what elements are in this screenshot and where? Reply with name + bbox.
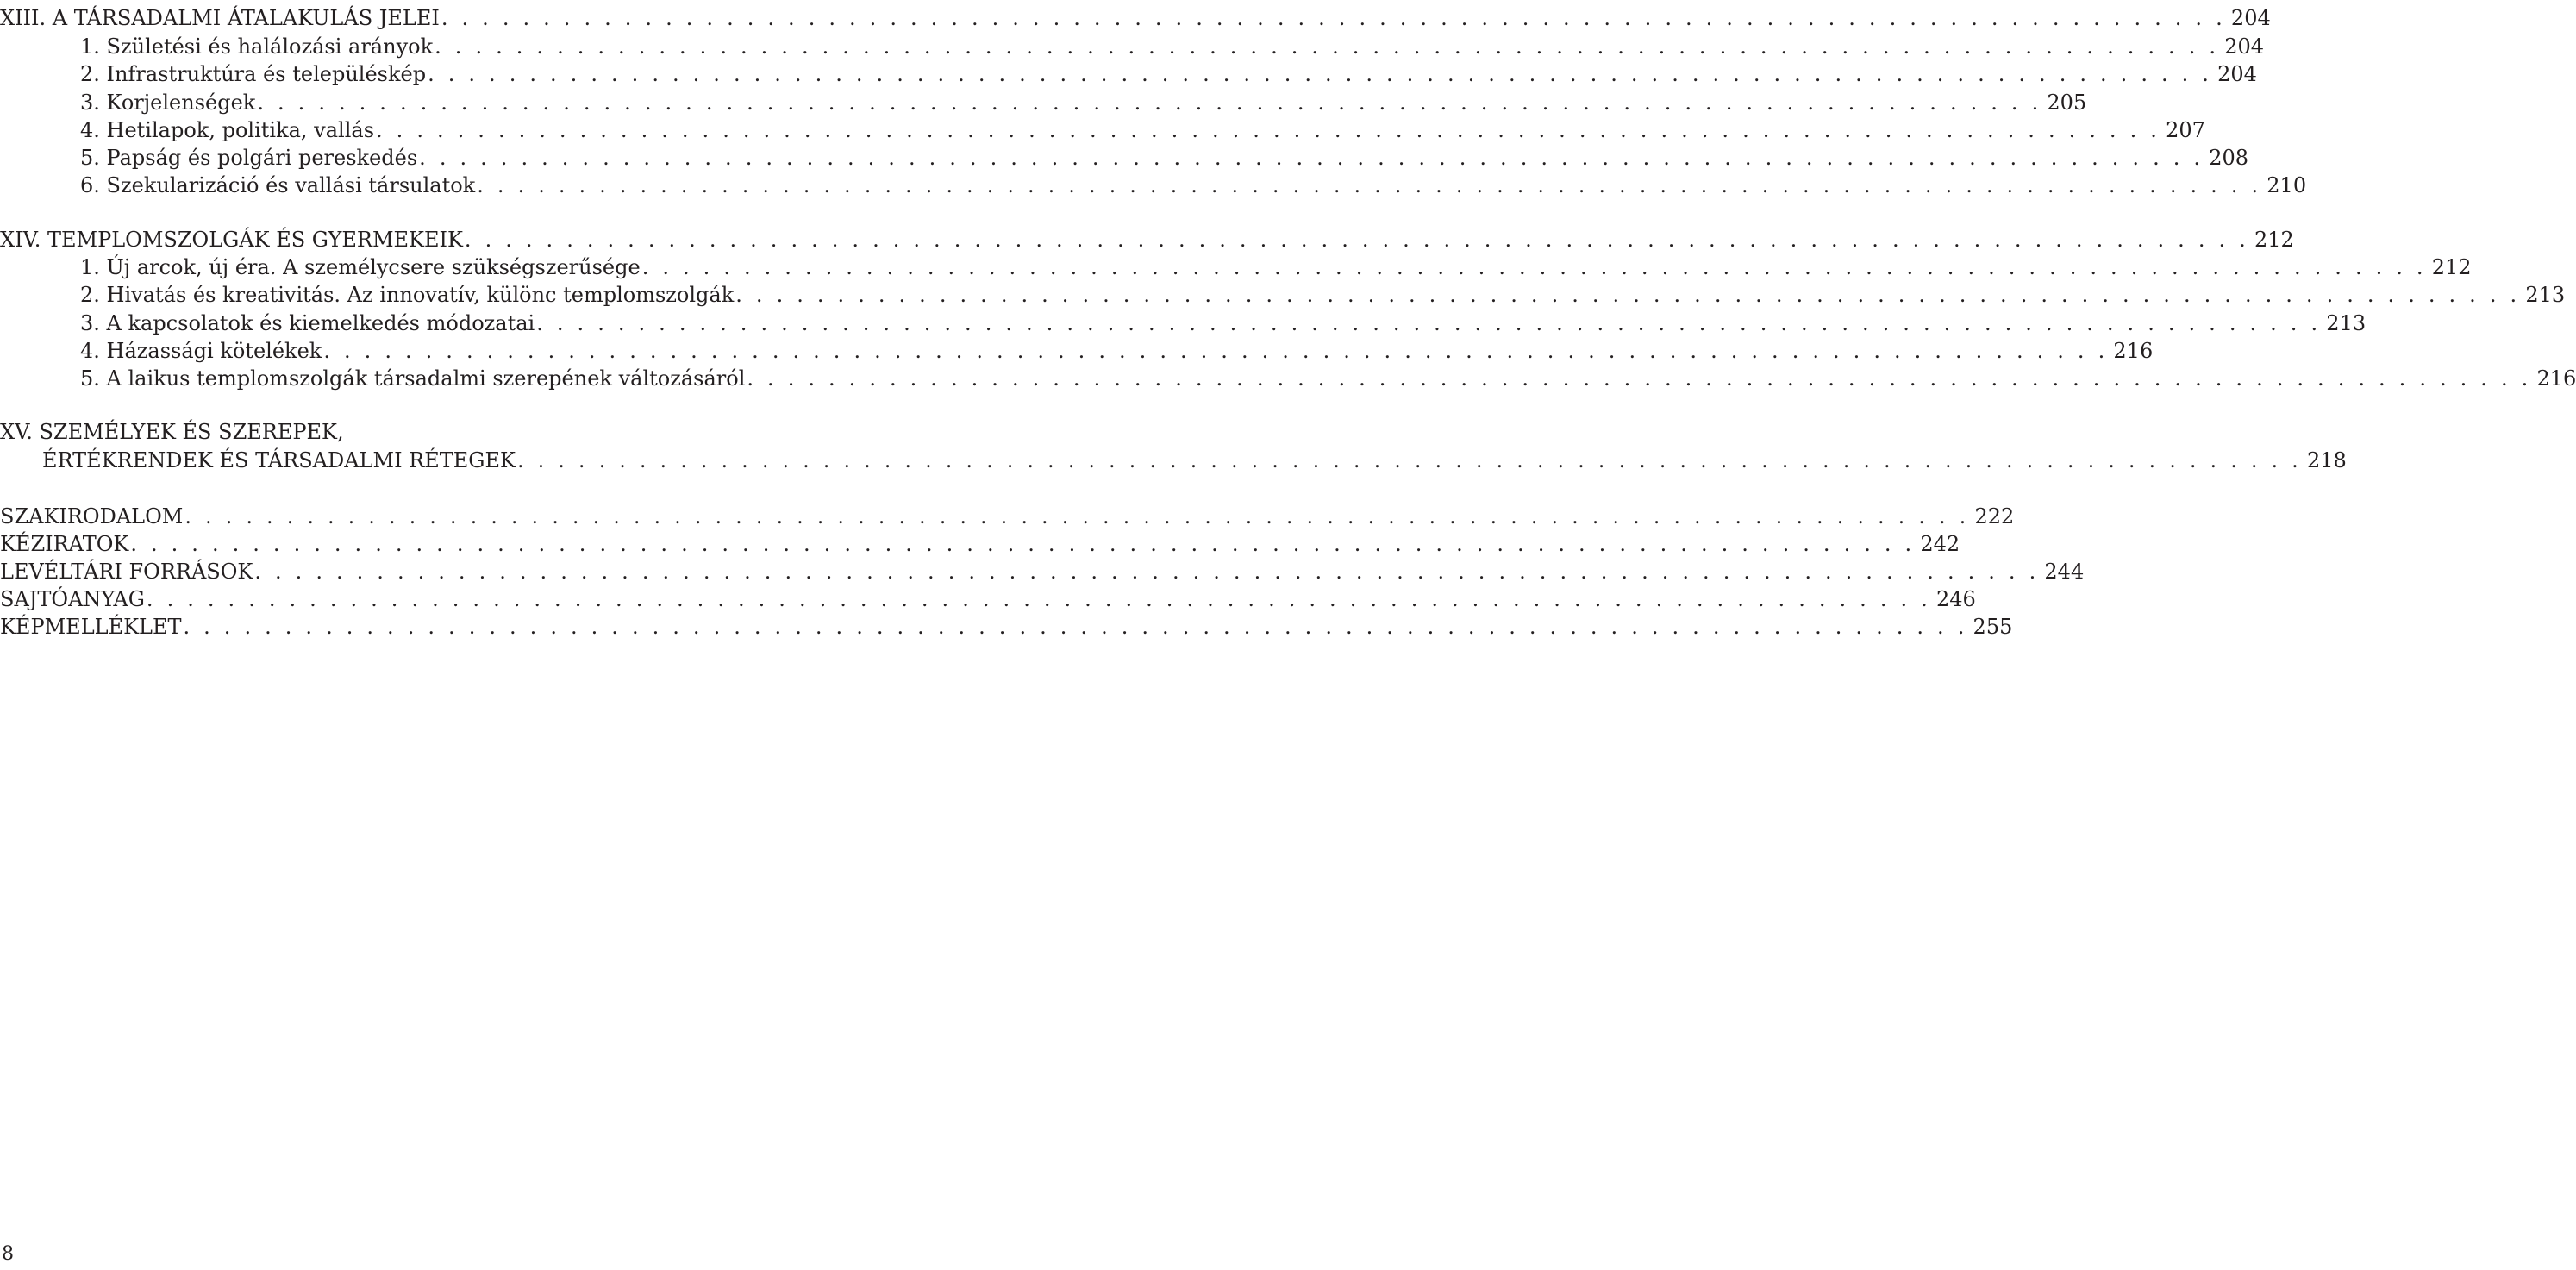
toc-entry-title: 4. Házassági kötelékek [80,339,322,363]
toc-page-number: 210 [2267,173,2307,197]
toc-page-number: 204 [2217,62,2257,86]
dot-leader: . . . . . . . . . . . . . . . . . . . . . . . . . . . . . . . . . . . . . . . . . . . . . . . . . . . . . . . . . . . . . . . . . . . . . . . . . . . . . . . . . . . . . . . . [641,255,2427,279]
toc-entry[interactable] [0,32,2264,59]
toc-entry-title: 3. A kapcsolatok és kiemelkedés módozatai [80,311,535,335]
dot-leader: . . . . . . . . . . . . . . . . . . . . . . . . . . . . . . . . . . . . . . . . . . . . . . . . . . . . . . . . . . . . . . . . . . . . . . . . . . . . . . . . . . . . . . . . [257,91,2042,115]
toc-page-number: 207 [2166,118,2205,142]
dot-leader: . . . . . . . . . . . . . . . . . . . . . . . . . . . . . . . . . . . . . . . . . . . . . . . . . . . . . . . . . . . . . . . . . . . . . . . . . . . . . . . . . . . . . . . . [146,587,1931,611]
dot-leader: . . . . . . . . . . . . . . . . . . . . . . . . . . . . . . . . . . . . . . . . . . . . . . . . . . . . . . . . . . . . . . . . . . . . . . . . . . . . . . . . . . . . . . . . [419,146,2204,170]
toc-entry-title: 3. Korjelenségek [80,91,256,115]
toc-chapter-xiv[interactable] [0,225,2294,253]
toc-entry-title: XIV. TEMPLOMSZOLGÁK ÉS GYERMEKEIK [0,228,463,252]
toc-entry-title: 2. Infrastruktúra és településkép [80,62,427,86]
dot-leader: . . . . . . . . . . . . . . . . . . . . . . . . . . . . . . . . . . . . . . . . . . . . . . . . . . . . . . . . . . . . . . . . . . . . . . . . . . . . . . . . . . . . . . . . [376,118,2161,142]
toc-entry[interactable] [0,59,2257,87]
dot-leader: . . . . . . . . . . . . . . . . . . . . . . . . . . . . . . . . . . . . . . . . . . . . . . . . . . . . . . . . . . . . . . . . . . . . . . . . . . . . . . . . . . . . . . . . [477,173,2262,197]
toc-entry-title: SAJTÓANYAG [0,587,145,611]
dot-leader: . . . . . . . . . . . . . . . . . . . . . . . . . . . . . . . . . . . . . . . . . . . . . . . . . . . . . . . . . . . . . . . . . . . . . . . . . . . . . . . . . . . . . . . . [536,311,2322,335]
toc-entry-title: 4. Hetilapok, politika, vallás [80,118,375,142]
toc-page-number: 218 [2307,448,2347,472]
toc-entry[interactable] [0,309,2367,336]
toc-page-number: 216 [2113,339,2154,363]
page-folio-number: 8 [2,1243,14,1265]
toc-page-number: 205 [2047,91,2087,115]
toc-page-number: 255 [1973,615,2013,639]
toc-entry-title: LEVÉLTÁRI FORRÁSOK [0,560,253,584]
toc-page-number: 204 [2224,34,2264,59]
toc-entry-title: 5. Papság és polgári pereskedés [80,146,418,170]
toc-entry-title: XIII. A TÁRSADALMI ÁTALAKULÁS JELEI [0,6,440,30]
toc-entry-title: 1. Születési és halálozási arányok [80,34,434,59]
dot-leader: . . . . . . . . . . . . . . . . . . . . . . . . . . . . . . . . . . . . . . . . . . . . . . . . . . . . . . . . . . . . . . . . . . . . . . . . . . . . . . . . . . . . . . . . [735,283,2521,307]
toc-page-number: 244 [2044,560,2085,584]
toc-entry[interactable] [0,364,2576,391]
dot-leader: . . . . . . . . . . . . . . . . . . . . . . . . . . . . . . . . . . . . . . . . . . . . . . . . . . . . . . . . . . . . . . . . . . . . . . . . . . . . . . . . . . . . . . . . [184,504,1970,529]
toc-entry[interactable] [0,336,2154,364]
toc-entry-title: 6. Szekularizáció és vallási társulatok [80,173,476,197]
toc-page-number: 212 [2431,255,2472,279]
dot-leader: . . . . . . . . . . . . . . . . . . . . . . . . . . . . . . . . . . . . . . . . . . . . . . . . . . . . . . . . . . . . . . . . . . . . . . . . . . . . . . . . . . . . . . . . [130,532,1916,556]
toc-entry-title: 2. Hivatás és kreativitás. Az innovatív, különc templomszolgák [80,283,735,307]
toc-back-matter-kepmelleklet[interactable] [0,612,2013,640]
toc-page-number: 216 [2536,366,2576,391]
toc-page-number: 246 [1935,587,1976,611]
toc-entry-title: KÉZIRATOK [0,532,129,556]
toc-page-number: 204 [2230,6,2271,30]
toc-entry[interactable] [0,88,2087,116]
toc-chapter-xv-line1[interactable]: XV. SZEMÉLYEK ÉS SZEREPEK, [0,420,344,444]
toc-page-number: 242 [1920,532,1960,556]
toc-page-number: 213 [2525,283,2566,307]
dot-leader: . . . . . . . . . . . . . . . . . . . . . . . . . . . . . . . . . . . . . . . . . . . . . . . . . . . . . . . . . . . . . . . . . . . . . . . . . . . . . . . . . . . . . . . . [516,448,2302,472]
toc-entry[interactable] [0,116,2205,143]
dot-leader: . . . . . . . . . . . . . . . . . . . . . . . . . . . . . . . . . . . . . . . . . . . . . . . . . . . . . . . . . . . . . . . . . . . . . . . . . . . . . . . . . . . . . . . . [435,34,2220,59]
toc-back-matter-keziratok[interactable] [0,529,1960,557]
toc-page-number: 213 [2326,311,2367,335]
toc-entry[interactable] [0,171,2307,198]
toc-page-number: 212 [2254,228,2294,252]
toc-back-matter-leveltari-forrasok[interactable] [0,557,2085,585]
toc-page-number: 222 [1974,504,2015,529]
dot-leader: . . . . . . . . . . . . . . . . . . . . . . . . . . . . . . . . . . . . . . . . . . . . . . . . . . . . . . . . . . . . . . . . . . . . . . . . . . . . . . . . . . . . . . . . [323,339,2109,363]
toc-chapter-xv[interactable] [0,446,2347,473]
toc-back-matter-sajtoanyag[interactable] [0,585,1976,612]
toc-page-number: 208 [2209,146,2249,170]
dot-leader: . . . . . . . . . . . . . . . . . . . . . . . . . . . . . . . . . . . . . . . . . . . . . . . . . . . . . . . . . . . . . . . . . . . . . . . . . . . . . . . . . . . . . . . . [254,560,2040,584]
dot-leader: . . . . . . . . . . . . . . . . . . . . . . . . . . . . . . . . . . . . . . . . . . . . . . . . . . . . . . . . . . . . . . . . . . . . . . . . . . . . . . . . . . . . . . . . [747,366,2532,391]
dot-leader: . . . . . . . . . . . . . . . . . . . . . . . . . . . . . . . . . . . . . . . . . . . . . . . . . . . . . . . . . . . . . . . . . . . . . . . . . . . . . . . . . . . . . . . . [183,615,1968,639]
dot-leader: . . . . . . . . . . . . . . . . . . . . . . . . . . . . . . . . . . . . . . . . . . . . . . . . . . . . . . . . . . . . . . . . . . . . . . . . . . . . . . . . . . . . . . . . [464,228,2249,252]
toc-chapter-xiii[interactable] [0,3,2271,31]
toc-entry-title: KÉPMELLÉKLET [0,615,182,639]
toc-entry-title: SZAKIRODALOM [0,504,184,529]
toc-entry[interactable] [0,143,2249,171]
dot-leader: . . . . . . . . . . . . . . . . . . . . . . . . . . . . . . . . . . . . . . . . . . . . . . . . . . . . . . . . . . . . . . . . . . . . . . . . . . . . . . . . . . . . . . . . [428,62,2213,86]
toc-entry[interactable] [0,280,2566,308]
toc-entry[interactable] [0,253,2472,280]
dot-leader: . . . . . . . . . . . . . . . . . . . . . . . . . . . . . . . . . . . . . . . . . . . . . . . . . . . . . . . . . . . . . . . . . . . . . . . . . . . . . . . . . . . . . . . . [441,6,2226,30]
toc-entry-title: 5. A laikus templomszolgák társadalmi szerepének változásáról [80,366,746,391]
toc-entry-title: ÉRTÉKRENDEK ÉS TÁRSADALMI RÉTEGEK [42,448,516,472]
toc-back-matter-szakirodalom[interactable] [0,502,2015,529]
toc-entry-title: 1. Új arcok, új éra. A személycsere szükségszerűsége [80,255,641,279]
